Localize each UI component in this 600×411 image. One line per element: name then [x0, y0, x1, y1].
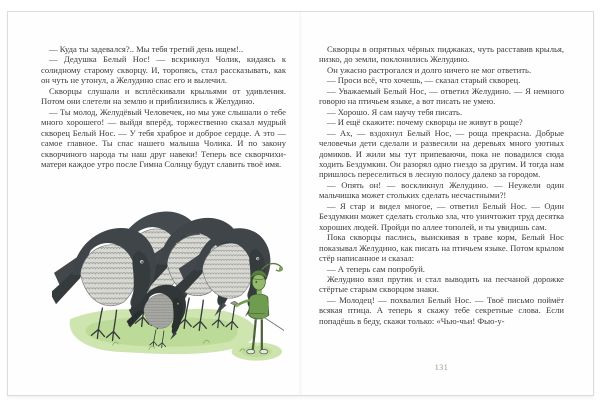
paragraph: — Куда ты задевался?.. Мы тебя третий день ищем!..	[49, 44, 244, 54]
paragraph: — Ты молод, Желудёвый Человечек, но мы уже слышали о тебе много хорошего! — выйдя вперёд, торжественно сказал мудрый скворец Белый Нос. — У тебя храброе и доброе сердце. А это — самое главное. Ты спас нашего малыша Чолика. И по закону скворчиного народа ты наш друг навеки! Теперь все скворчихи-матери каждое утро после Гимна Солнцу будут славить твоё имя.	[41, 106, 286, 169]
paragraph: Желудино взял прутик и стал выводить на песчаной дорожке стёртые старым скворцом знаки.	[319, 273, 564, 295]
page-number: 131	[434, 363, 449, 372]
paragraph: — Дедушка Белый Нос! — вскрикнул Чолик, кидаясь к солидному старому скворцу. И, торопясь, стал рассказывать, как он чуть не утонул, а Желудино спас его и вылечил.	[41, 54, 286, 86]
paragraph: Он ужасно растрогался и долго ничего не мог ответить.	[327, 64, 532, 75]
paragraph: Скворцы слушали и всплёскивали крыльями от удивления. Потом они слетели на землю и приблизились к Желудино.	[41, 85, 286, 107]
right-page-text	[319, 44, 564, 326]
book-spread	[7, 11, 594, 396]
paragraph: — Опять он! — воскликнул Желудино. — Неужели один мальчишка может стольких сделать несчастными?!	[319, 179, 564, 201]
paragraph: — Проси всё, что хочешь, — сказал старый скворец.	[327, 75, 521, 86]
paragraph: — Уважаемый Белый Нос, — ответил Желудино. — Я немного говорю на птичьем языке, а вот писать не умею.	[319, 85, 564, 107]
paragraph: — Ах, — вздохнул Белый Нос, — роща прекрасна. Добрые человечьи дети сделали и развесили на деревьях много уютных домиков. И жили мы тут припеваючи, пока не повадился сюда ходить Бездумкин. Он разорял одно гнездо за другим. И тогда нам пришлось переселиться в лесную полосу далеко за городом.	[319, 127, 564, 180]
paragraph: — Я стар и видел многое, — ответил Белый Нос. — Один Бездумкин может сделать столько зла, что уничтожит труд десятка хороших людей. Пройди по аллее тополей, и ты увидишь сам.	[319, 200, 564, 232]
starlings-bowing-illustration	[52, 200, 284, 370]
paragraph: — А теперь сам попробуй.	[327, 263, 425, 274]
paragraph: — Хорошо. Я сам научу тебя писать.	[327, 106, 463, 117]
left-page-text	[41, 44, 286, 169]
paragraph: Скворцы в опрятных чёрных пиджаках, чуть расставив крылья, низко, до земли, поклонились Желудино.	[319, 44, 564, 65]
paragraph: — И ещё скажите: почему скворцы не живут в роще?	[327, 117, 523, 128]
page-seam	[299, 12, 302, 395]
paragraph: Пока скворцы паслись, выискивая в траве корм, Белый Нос показывал Желудино, как писать на птичьем языке. Потом крылом стёр написанное и сказал:	[319, 232, 564, 264]
paragraph: — Молодец! — похвалил Белый Нос. — Твоё письмо поймёт всякая птица. А теперь я скажу тебе секретные слова. Если попадёшь в беду, скажи только: «Чью-чьи! Фью-у-	[319, 294, 564, 326]
